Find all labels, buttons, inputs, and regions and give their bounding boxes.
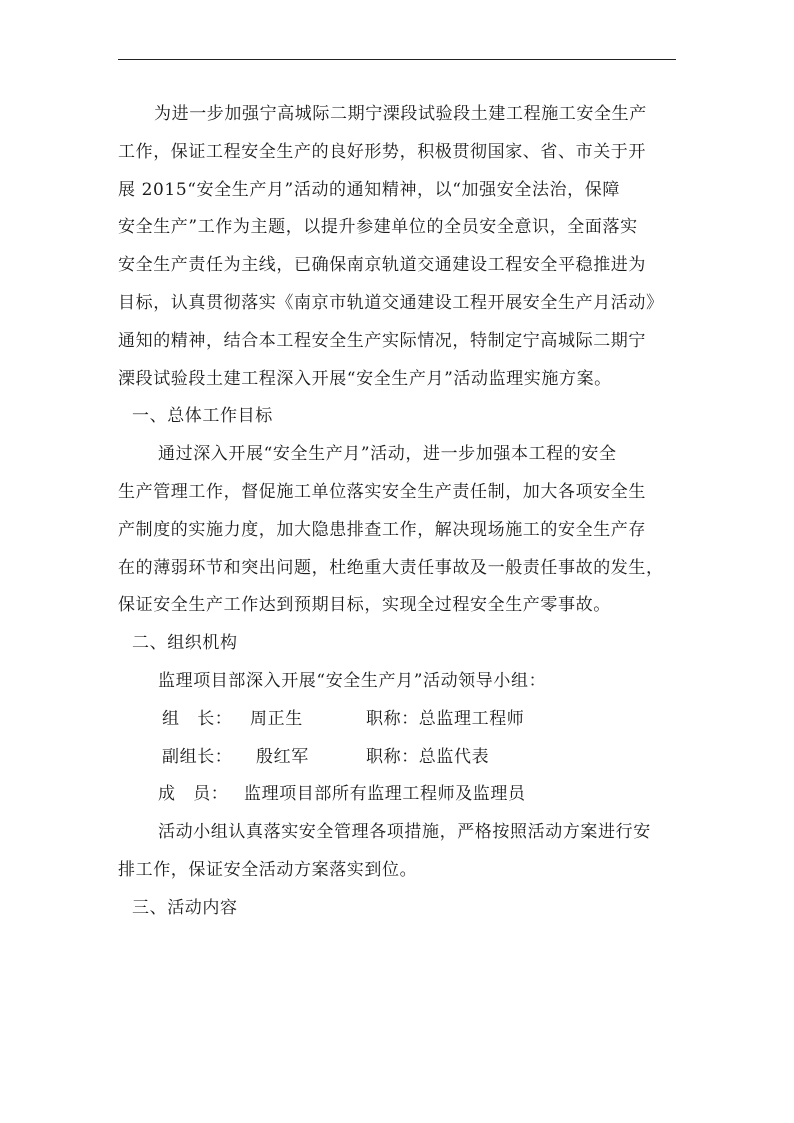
paragraph-line: 工作，保证工程安全生产的良好形势，积极贯彻国家、省、市关于开: [118, 141, 646, 162]
organization-intro: 监理项目部深入开展“安全生产月”活动领导小组：: [158, 670, 547, 691]
intro-paragraph: [118, 96, 684, 398]
paragraph-line: 生产管理工作，督促施工单位落实安全生产责任制，加大各项安全生: [118, 481, 646, 502]
section-heading-activities: 三、活动内容: [132, 897, 238, 918]
document-body: [118, 96, 684, 928]
members-role: 成 员：: [158, 784, 229, 805]
paragraph-line: 通知的精神，结合本工程安全生产实际情况，特制定宁高城际二期宁: [118, 330, 646, 351]
leader-row: [118, 701, 684, 739]
paragraph-line: 溧段试验段土建工程深入开展“安全生产月”活动监理实施方案。: [118, 368, 612, 389]
organization-closing: [118, 814, 684, 890]
section-heading-goals: 一、总体工作目标: [132, 406, 273, 427]
paragraph-line: 产制度的实施力度，加大隐患排查工作，解决现场施工的安全生产存: [118, 519, 646, 540]
section-heading-organization: 二、组织机构: [132, 633, 238, 654]
deputy-role: 副组长：: [162, 746, 233, 767]
header-rule: [118, 59, 676, 60]
paragraph-line: 安全生产”工作为主题，以提升参建单位的全员安全意识，全面落实: [118, 217, 638, 238]
paragraph-line: 为进一步加强宁高城际二期宁溧段试验段土建工程施工安全生产: [154, 104, 647, 124]
leader-title: 职称：总监理工程师: [366, 708, 525, 729]
members-desc: 监理项目部所有监理工程师及监理员: [244, 784, 526, 805]
deputy-name: 殷红军: [256, 746, 309, 767]
paragraph-line: 目标，认真贯彻落实《南京市轨道交通建设工程开展安全生产月活动》: [118, 292, 664, 313]
paragraph-line: 展 2015“安全生产月”活动的通知精神，以“加强安全法治，保障: [118, 179, 620, 200]
leader-role: 组 长：: [162, 708, 233, 729]
deputy-title: 职称：总监代表: [366, 746, 490, 767]
paragraph-line: 在的薄弱环节和突出问题，杜绝重大责任事故及一般责任事故的发生，: [118, 557, 664, 578]
paragraph-line: 活动小组认真落实安全管理各项措施，严格按照活动方案进行安: [158, 822, 651, 843]
paragraph-line: 排工作，保证安全活动方案落实到位。: [118, 859, 418, 880]
leader-name: 周正生: [250, 708, 303, 729]
paragraph-line: 安全生产责任为主线，已确保南京轨道交通建设工程安全平稳推进为: [118, 255, 646, 276]
members-row: [118, 776, 684, 814]
paragraph-line: 通过深入开展“安全生产月”活动，进一步加强本工程的安全: [158, 444, 617, 465]
deputy-row: [118, 739, 684, 777]
paragraph-line: 保证安全生产工作达到预期目标，实现全过程安全生产零事故。: [118, 595, 611, 616]
goals-paragraph: [118, 436, 684, 625]
